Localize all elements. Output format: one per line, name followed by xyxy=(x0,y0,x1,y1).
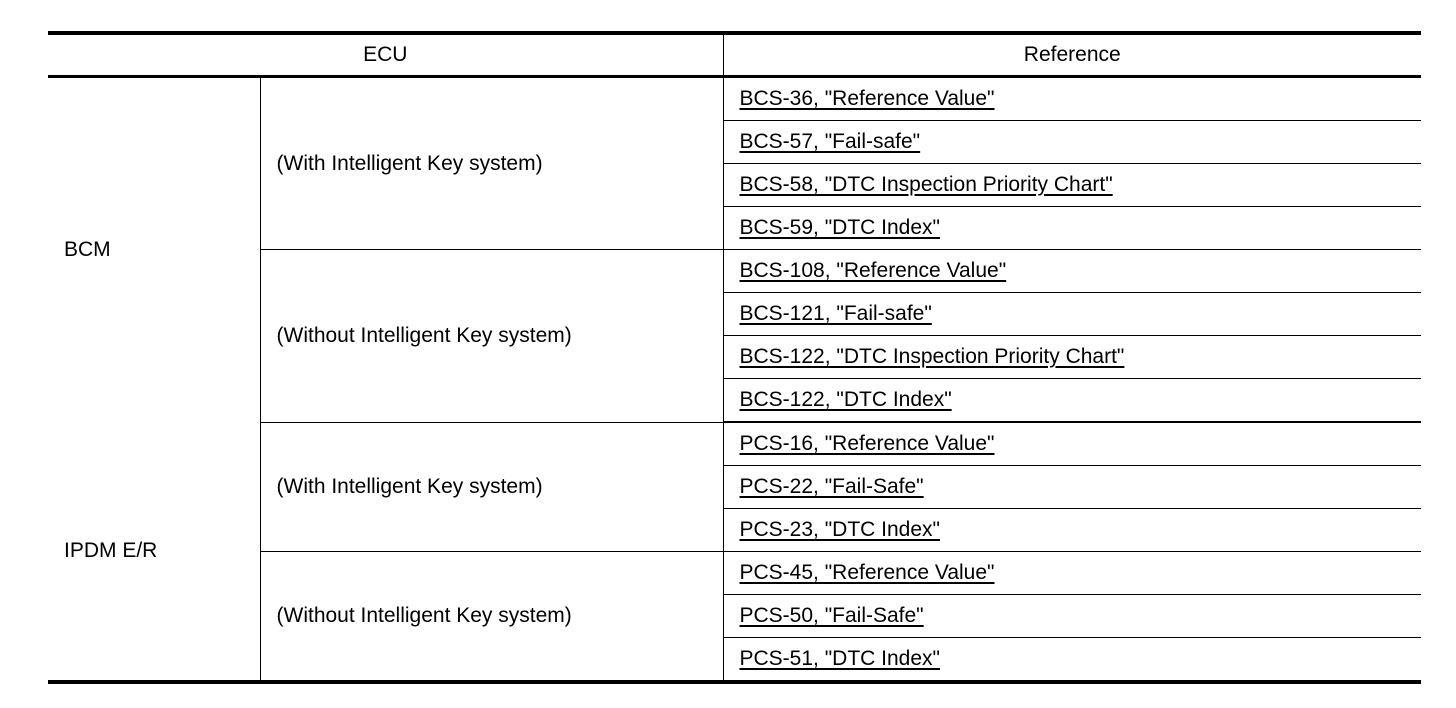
reference-link-pcs-22[interactable]: PCS-22, "Fail-Safe" xyxy=(739,475,924,498)
reference-link-bcs-57[interactable]: BCS-57, "Fail-safe" xyxy=(739,130,921,153)
reference-link-pcs-23[interactable]: PCS-23, "DTC Index" xyxy=(739,518,940,541)
reference-link-bcs-121[interactable]: BCS-121, "Fail-safe" xyxy=(739,302,932,325)
reference-link-bcs-122-priority[interactable]: BCS-122, "DTC Inspection Priority Chart" xyxy=(739,345,1125,368)
reference-link-bcs-122-index[interactable]: BCS-122, "DTC Index" xyxy=(739,388,952,411)
reference-link-pcs-51[interactable]: PCS-51, "DTC Index" xyxy=(739,647,940,670)
condition-ipdm-with-ikey: (With Intelligent Key system) xyxy=(260,422,723,552)
table-row xyxy=(48,422,1421,466)
reference-link-pcs-16[interactable]: PCS-16, "Reference Value" xyxy=(739,432,995,455)
reference-link-pcs-50[interactable]: PCS-50, "Fail-Safe" xyxy=(739,604,924,627)
reference-link-bcs-108[interactable]: BCS-108, "Reference Value" xyxy=(739,259,1007,282)
condition-ipdm-without-ikey: (Without Intelligent Key system) xyxy=(260,552,723,683)
reference-link-bcs-36[interactable]: BCS-36, "Reference Value" xyxy=(739,87,995,110)
ecu-reference-table xyxy=(48,31,1421,684)
ecu-name-ipdm-er: IPDM E/R xyxy=(48,422,260,682)
reference-link-pcs-45[interactable]: PCS-45, "Reference Value" xyxy=(739,561,995,584)
header-reference: Reference xyxy=(723,33,1421,77)
condition-bcm-without-ikey: (Without Intelligent Key system) xyxy=(260,250,723,423)
table-row xyxy=(48,77,1421,121)
header-row xyxy=(48,33,1421,77)
header-ecu: ECU xyxy=(48,33,723,77)
ecu-name-bcm: BCM xyxy=(48,77,260,423)
reference-link-bcs-58[interactable]: BCS-58, "DTC Inspection Priority Chart" xyxy=(739,173,1113,196)
reference-link-bcs-59[interactable]: BCS-59, "DTC Index" xyxy=(739,216,940,239)
condition-bcm-with-ikey: (With Intelligent Key system) xyxy=(260,77,723,250)
